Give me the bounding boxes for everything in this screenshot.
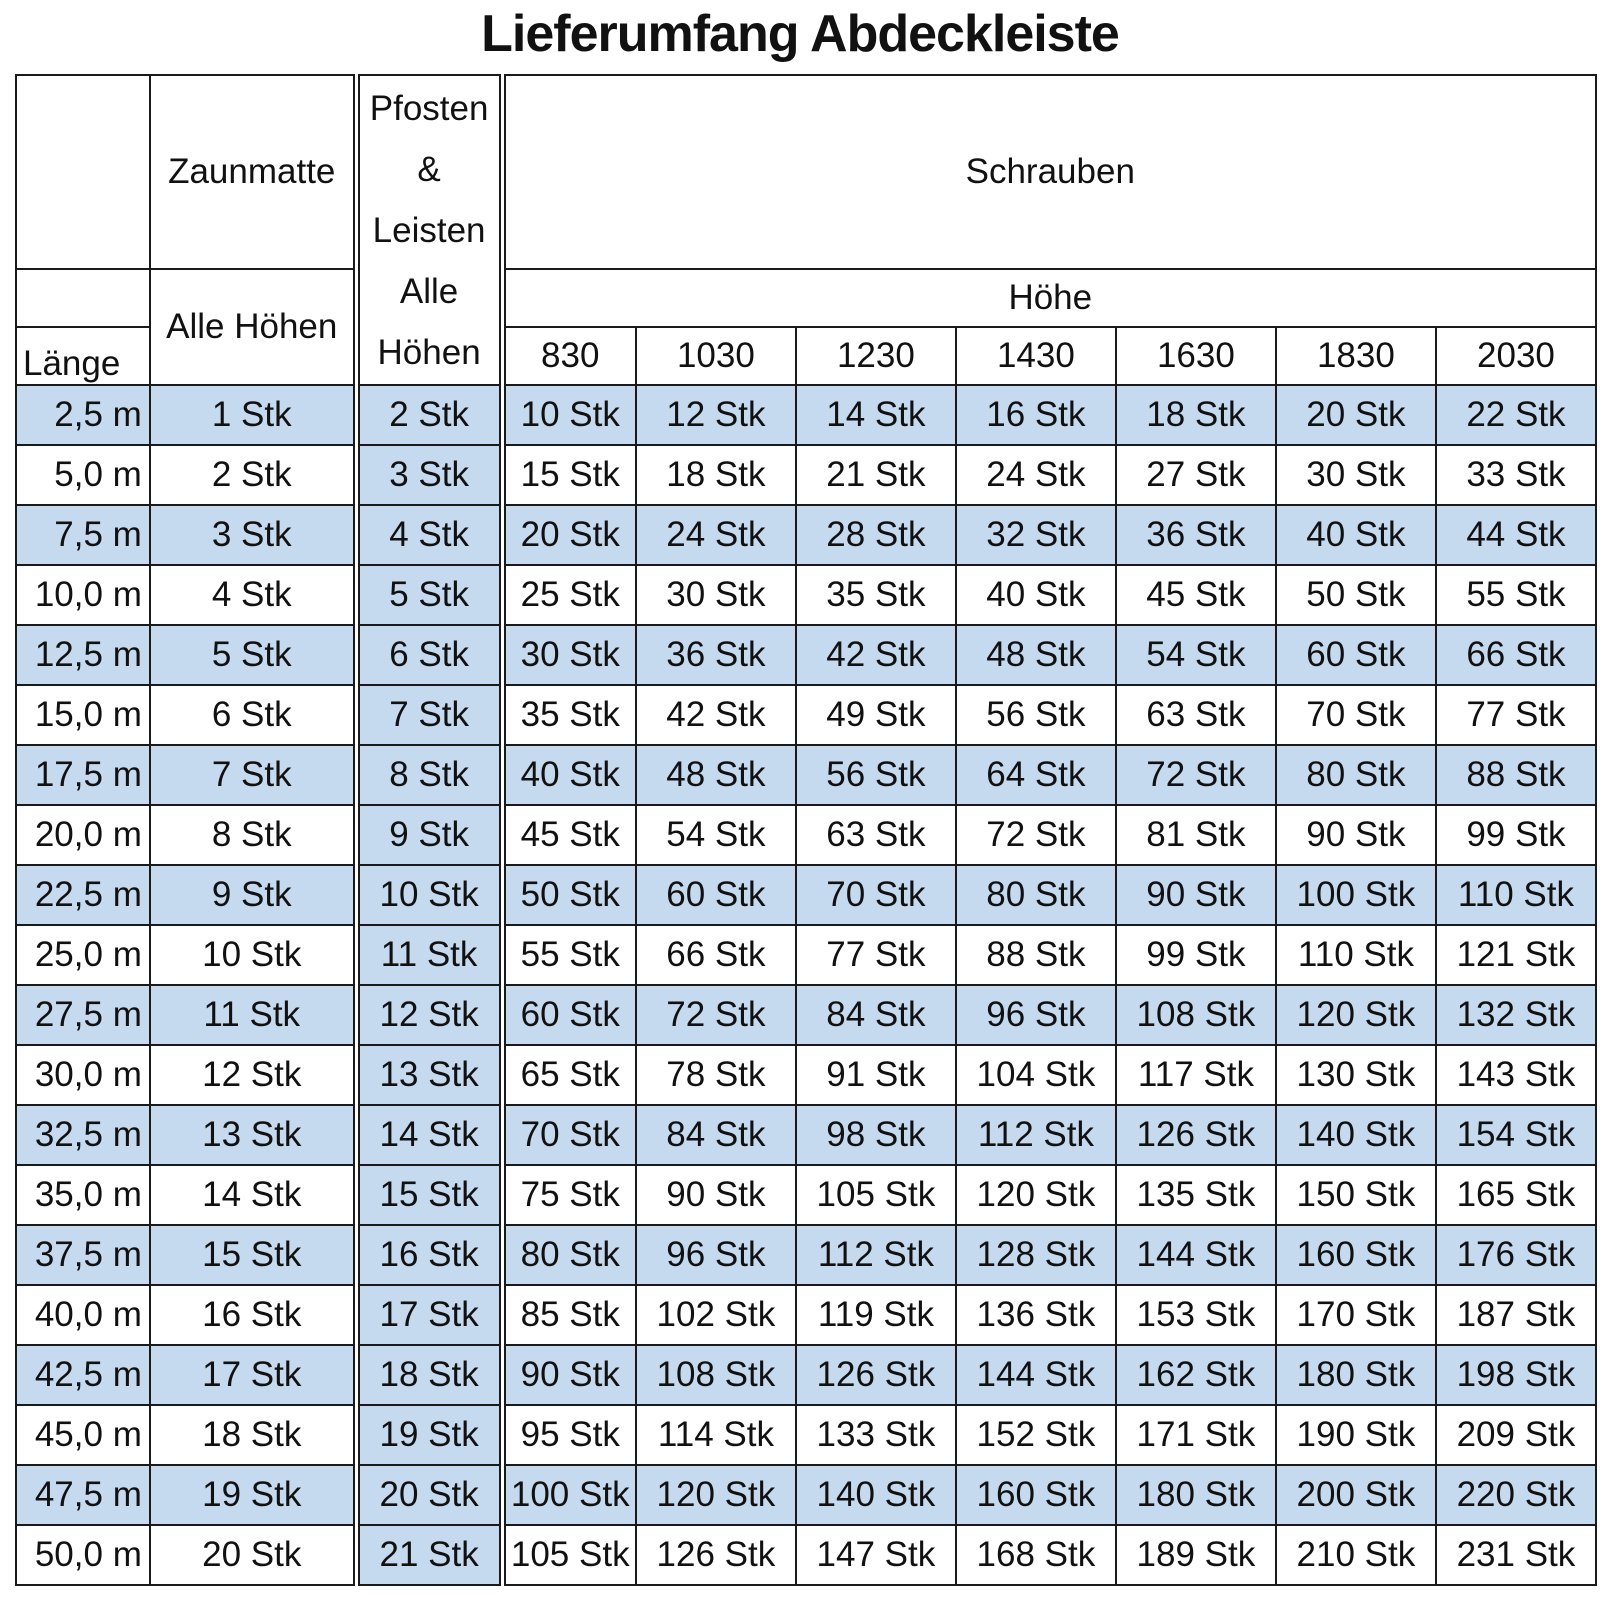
schrauben-cell: 35 Stk: [796, 565, 956, 625]
schrauben-cell: 165 Stk: [1436, 1165, 1596, 1225]
schrauben-cell: 10 Stk: [502, 385, 636, 445]
schrauben-cell: 90 Stk: [502, 1345, 636, 1405]
laenge-cell: 20,0 m: [16, 805, 150, 865]
pfosten-cell: 14 Stk: [356, 1105, 502, 1165]
table-row: [16, 805, 1596, 865]
laenge-cell: 35,0 m: [16, 1165, 150, 1225]
laenge-cell: 10,0 m: [16, 565, 150, 625]
table-row: [16, 625, 1596, 685]
zaunmatte-cell: 5 Stk: [150, 625, 356, 685]
zaunmatte-cell: 2 Stk: [150, 445, 356, 505]
hoehe-header: Höhe: [502, 269, 1596, 327]
table-row: [16, 685, 1596, 745]
table-row: [16, 1105, 1596, 1165]
schrauben-cell: 187 Stk: [1436, 1285, 1596, 1345]
schrauben-cell: 190 Stk: [1276, 1405, 1436, 1465]
schrauben-cell: 32 Stk: [956, 505, 1116, 565]
table-row: [16, 745, 1596, 805]
schrauben-cell: 126 Stk: [636, 1525, 796, 1585]
schrauben-cell: 210 Stk: [1276, 1525, 1436, 1585]
schrauben-cell: 24 Stk: [956, 445, 1116, 505]
schrauben-cell: 78 Stk: [636, 1045, 796, 1105]
schrauben-cell: 80 Stk: [1276, 745, 1436, 805]
schrauben-cell: 35 Stk: [502, 685, 636, 745]
schrauben-cell: 136 Stk: [956, 1285, 1116, 1345]
schrauben-cell: 66 Stk: [636, 925, 796, 985]
schrauben-cell: 128 Stk: [956, 1225, 1116, 1285]
schrauben-cell: 231 Stk: [1436, 1525, 1596, 1585]
schrauben-cell: 14 Stk: [796, 385, 956, 445]
schrauben-cell: 85 Stk: [502, 1285, 636, 1345]
schrauben-cell: 36 Stk: [1116, 505, 1276, 565]
table-row: [16, 865, 1596, 925]
table-row: [16, 1165, 1596, 1225]
table-row: [16, 505, 1596, 565]
schrauben-cell: 160 Stk: [1276, 1225, 1436, 1285]
schrauben-cell: 36 Stk: [636, 625, 796, 685]
table-row: [16, 925, 1596, 985]
schrauben-cell: 54 Stk: [1116, 625, 1276, 685]
laenge-cell: 27,5 m: [16, 985, 150, 1045]
pfosten-line: &: [417, 149, 441, 189]
schrauben-cell: 72 Stk: [956, 805, 1116, 865]
schrauben-cell: 171 Stk: [1116, 1405, 1276, 1465]
schrauben-cell: 70 Stk: [1276, 685, 1436, 745]
schrauben-cell: 108 Stk: [636, 1345, 796, 1405]
zaunmatte-cell: 1 Stk: [150, 385, 356, 445]
schrauben-cell: 24 Stk: [636, 505, 796, 565]
pfosten-cell: 6 Stk: [356, 625, 502, 685]
schrauben-cell: 121 Stk: [1436, 925, 1596, 985]
laenge-cell: 50,0 m: [16, 1525, 150, 1585]
pfosten-cell: 9 Stk: [356, 805, 502, 865]
schrauben-cell: 147 Stk: [796, 1525, 956, 1585]
laenge-cell: 42,5 m: [16, 1345, 150, 1405]
schrauben-cell: 55 Stk: [1436, 565, 1596, 625]
zaunmatte-cell: 4 Stk: [150, 565, 356, 625]
pfosten-header: [356, 75, 502, 385]
schrauben-cell: 72 Stk: [1116, 745, 1276, 805]
schrauben-cell: 176 Stk: [1436, 1225, 1596, 1285]
zaunmatte-cell: 15 Stk: [150, 1225, 356, 1285]
schrauben-cell: 30 Stk: [502, 625, 636, 685]
schrauben-cell: 42 Stk: [636, 685, 796, 745]
schrauben-cell: 56 Stk: [796, 745, 956, 805]
schrauben-cell: 104 Stk: [956, 1045, 1116, 1105]
schrauben-cell: 168 Stk: [956, 1525, 1116, 1585]
pfosten-cell: 12 Stk: [356, 985, 502, 1045]
schrauben-cell: 64 Stk: [956, 745, 1116, 805]
schrauben-cell: 96 Stk: [636, 1225, 796, 1285]
schrauben-cell: 12 Stk: [636, 385, 796, 445]
schrauben-cell: 100 Stk: [502, 1465, 636, 1525]
schrauben-cell: 72 Stk: [636, 985, 796, 1045]
zaunmatte-cell: 19 Stk: [150, 1465, 356, 1525]
schrauben-cell: 65 Stk: [502, 1045, 636, 1105]
zaunmatte-cell: 16 Stk: [150, 1285, 356, 1345]
schrauben-cell: 189 Stk: [1116, 1525, 1276, 1585]
schrauben-cell: 200 Stk: [1276, 1465, 1436, 1525]
pfosten-cell: 19 Stk: [356, 1405, 502, 1465]
schrauben-cell: 105 Stk: [502, 1525, 636, 1585]
schrauben-cell: 160 Stk: [956, 1465, 1116, 1525]
schrauben-cell: 180 Stk: [1116, 1465, 1276, 1525]
schrauben-cell: 120 Stk: [1276, 985, 1436, 1045]
zaunmatte-cell: 18 Stk: [150, 1405, 356, 1465]
table-row: [16, 565, 1596, 625]
schrauben-header: Schrauben: [502, 75, 1596, 269]
zaunmatte-cell: 3 Stk: [150, 505, 356, 565]
schrauben-cell: 162 Stk: [1116, 1345, 1276, 1405]
schrauben-cell: 153 Stk: [1116, 1285, 1276, 1345]
schrauben-cell: 40 Stk: [956, 565, 1116, 625]
schrauben-cell: 209 Stk: [1436, 1405, 1596, 1465]
schrauben-cell: 112 Stk: [956, 1105, 1116, 1165]
laenge-cell: 32,5 m: [16, 1105, 150, 1165]
schrauben-cell: 16 Stk: [956, 385, 1116, 445]
schrauben-cell: 40 Stk: [1276, 505, 1436, 565]
pfosten-cell: 15 Stk: [356, 1165, 502, 1225]
table-row: [16, 1465, 1596, 1525]
schrauben-cell: 22 Stk: [1436, 385, 1596, 445]
pfosten-cell: 11 Stk: [356, 925, 502, 985]
schrauben-cell: 99 Stk: [1116, 925, 1276, 985]
table-row: [16, 1225, 1596, 1285]
schrauben-cell: 108 Stk: [1116, 985, 1276, 1045]
table-row: [16, 445, 1596, 505]
schrauben-cell: 220 Stk: [1436, 1465, 1596, 1525]
zaunmatte-cell: 12 Stk: [150, 1045, 356, 1105]
pfosten-cell: 2 Stk: [356, 385, 502, 445]
schrauben-cell: 18 Stk: [636, 445, 796, 505]
table-row: [16, 1345, 1596, 1405]
zaunmatte-cell: 6 Stk: [150, 685, 356, 745]
schrauben-cell: 48 Stk: [636, 745, 796, 805]
schrauben-cell: 84 Stk: [636, 1105, 796, 1165]
schrauben-cell: 15 Stk: [502, 445, 636, 505]
schrauben-cell: 50 Stk: [1276, 565, 1436, 625]
pfosten-cell: 8 Stk: [356, 745, 502, 805]
height-header-2030: 2030: [1436, 327, 1596, 385]
schrauben-cell: 18 Stk: [1116, 385, 1276, 445]
pfosten-cell: 3 Stk: [356, 445, 502, 505]
laenge-cell: 45,0 m: [16, 1405, 150, 1465]
schrauben-cell: 132 Stk: [1436, 985, 1596, 1045]
schrauben-cell: 30 Stk: [636, 565, 796, 625]
schrauben-cell: 112 Stk: [796, 1225, 956, 1285]
zaunmatte-cell: 14 Stk: [150, 1165, 356, 1225]
schrauben-cell: 80 Stk: [502, 1225, 636, 1285]
schrauben-cell: 55 Stk: [502, 925, 636, 985]
schrauben-cell: 170 Stk: [1276, 1285, 1436, 1345]
schrauben-cell: 60 Stk: [1276, 625, 1436, 685]
zaunmatte-cell: 10 Stk: [150, 925, 356, 985]
schrauben-cell: 70 Stk: [502, 1105, 636, 1165]
laenge-header: Länge: [16, 327, 150, 385]
schrauben-cell: 88 Stk: [956, 925, 1116, 985]
schrauben-cell: 90 Stk: [1116, 865, 1276, 925]
schrauben-cell: 56 Stk: [956, 685, 1116, 745]
pfosten-cell: 13 Stk: [356, 1045, 502, 1105]
corner-cell: [16, 75, 150, 269]
page-title: Lieferumfang Abdeckleiste: [481, 5, 1119, 63]
schrauben-cell: 105 Stk: [796, 1165, 956, 1225]
schrauben-cell: 30 Stk: [1276, 445, 1436, 505]
schrauben-cell: 110 Stk: [1436, 865, 1596, 925]
laenge-cell: 22,5 m: [16, 865, 150, 925]
schrauben-cell: 21 Stk: [796, 445, 956, 505]
zaunmatte-header: Zaunmatte: [150, 75, 356, 269]
height-header-1830: 1830: [1276, 327, 1436, 385]
zaunmatte-cell: 7 Stk: [150, 745, 356, 805]
laenge-cell: 7,5 m: [16, 505, 150, 565]
schrauben-cell: 143 Stk: [1436, 1045, 1596, 1105]
laenge-cell: 12,5 m: [16, 625, 150, 685]
delivery-table: [15, 74, 1597, 1586]
schrauben-cell: 27 Stk: [1116, 445, 1276, 505]
pfosten-line: Pfosten: [369, 88, 489, 128]
schrauben-cell: 63 Stk: [1116, 685, 1276, 745]
schrauben-cell: 144 Stk: [1116, 1225, 1276, 1285]
pfosten-cell: 7 Stk: [356, 685, 502, 745]
schrauben-cell: 70 Stk: [796, 865, 956, 925]
table-row: [16, 385, 1596, 445]
pfosten-cell: 5 Stk: [356, 565, 502, 625]
schrauben-cell: 54 Stk: [636, 805, 796, 865]
height-header-1030: 1030: [636, 327, 796, 385]
schrauben-cell: 120 Stk: [636, 1465, 796, 1525]
pfosten-cell: 16 Stk: [356, 1225, 502, 1285]
pfosten-cell: 4 Stk: [356, 505, 502, 565]
laenge-cell: 5,0 m: [16, 445, 150, 505]
schrauben-cell: 45 Stk: [502, 805, 636, 865]
pfosten-cell: 17 Stk: [356, 1285, 502, 1345]
schrauben-cell: 152 Stk: [956, 1405, 1116, 1465]
schrauben-cell: 114 Stk: [636, 1405, 796, 1465]
schrauben-cell: 119 Stk: [796, 1285, 956, 1345]
schrauben-cell: 66 Stk: [1436, 625, 1596, 685]
schrauben-cell: 25 Stk: [502, 565, 636, 625]
laenge-cell: 2,5 m: [16, 385, 150, 445]
pfosten-cell: 20 Stk: [356, 1465, 502, 1525]
schrauben-cell: 100 Stk: [1276, 865, 1436, 925]
schrauben-cell: 95 Stk: [502, 1405, 636, 1465]
schrauben-cell: 91 Stk: [796, 1045, 956, 1105]
laenge-cell: 37,5 m: [16, 1225, 150, 1285]
pfosten-line: Leisten: [372, 210, 486, 250]
schrauben-cell: 120 Stk: [956, 1165, 1116, 1225]
schrauben-cell: 140 Stk: [1276, 1105, 1436, 1165]
schrauben-cell: 117 Stk: [1116, 1045, 1276, 1105]
pfosten-cell: 10 Stk: [356, 865, 502, 925]
schrauben-cell: 63 Stk: [796, 805, 956, 865]
pfosten-line: Höhen: [377, 332, 481, 372]
schrauben-cell: 144 Stk: [956, 1345, 1116, 1405]
laenge-cell: 25,0 m: [16, 925, 150, 985]
schrauben-cell: 96 Stk: [956, 985, 1116, 1045]
schrauben-cell: 77 Stk: [796, 925, 956, 985]
empty-header-cell: [16, 269, 150, 327]
zaunmatte-cell: 13 Stk: [150, 1105, 356, 1165]
zaunmatte-cell: 20 Stk: [150, 1525, 356, 1585]
height-header-1430: 1430: [956, 327, 1116, 385]
table-row: [16, 985, 1596, 1045]
zaunmatte-cell: 11 Stk: [150, 985, 356, 1045]
schrauben-cell: 28 Stk: [796, 505, 956, 565]
laenge-cell: 15,0 m: [16, 685, 150, 745]
pfosten-cell: 18 Stk: [356, 1345, 502, 1405]
schrauben-cell: 77 Stk: [1436, 685, 1596, 745]
schrauben-cell: 130 Stk: [1276, 1045, 1436, 1105]
zaunmatte-cell: 17 Stk: [150, 1345, 356, 1405]
schrauben-cell: 20 Stk: [1276, 385, 1436, 445]
alle-hoehen-header: Alle Höhen: [150, 269, 356, 385]
schrauben-cell: 49 Stk: [796, 685, 956, 745]
laenge-cell: 40,0 m: [16, 1285, 150, 1345]
laenge-cell: 30,0 m: [16, 1045, 150, 1105]
schrauben-cell: 126 Stk: [1116, 1105, 1276, 1165]
laenge-cell: 47,5 m: [16, 1465, 150, 1525]
schrauben-cell: 48 Stk: [956, 625, 1116, 685]
schrauben-cell: 33 Stk: [1436, 445, 1596, 505]
schrauben-cell: 150 Stk: [1276, 1165, 1436, 1225]
schrauben-cell: 44 Stk: [1436, 505, 1596, 565]
schrauben-cell: 90 Stk: [636, 1165, 796, 1225]
table-row: [16, 1405, 1596, 1465]
height-header-1630: 1630: [1116, 327, 1276, 385]
schrauben-cell: 40 Stk: [502, 745, 636, 805]
schrauben-cell: 50 Stk: [502, 865, 636, 925]
schrauben-cell: 110 Stk: [1276, 925, 1436, 985]
schrauben-cell: 42 Stk: [796, 625, 956, 685]
schrauben-cell: 75 Stk: [502, 1165, 636, 1225]
schrauben-cell: 20 Stk: [502, 505, 636, 565]
schrauben-cell: 102 Stk: [636, 1285, 796, 1345]
height-header-1230: 1230: [796, 327, 956, 385]
height-header-830: 830: [502, 327, 636, 385]
schrauben-cell: 140 Stk: [796, 1465, 956, 1525]
schrauben-cell: 126 Stk: [796, 1345, 956, 1405]
table-row: [16, 1525, 1596, 1585]
pfosten-line: Alle: [399, 271, 459, 311]
schrauben-cell: 88 Stk: [1436, 745, 1596, 805]
laenge-cell: 17,5 m: [16, 745, 150, 805]
table-row: [16, 1285, 1596, 1345]
schrauben-cell: 180 Stk: [1276, 1345, 1436, 1405]
table-row: [16, 1045, 1596, 1105]
schrauben-cell: 98 Stk: [796, 1105, 956, 1165]
schrauben-cell: 90 Stk: [1276, 805, 1436, 865]
schrauben-cell: 60 Stk: [636, 865, 796, 925]
schrauben-cell: 81 Stk: [1116, 805, 1276, 865]
schrauben-cell: 198 Stk: [1436, 1345, 1596, 1405]
schrauben-cell: 80 Stk: [956, 865, 1116, 925]
schrauben-cell: 133 Stk: [796, 1405, 956, 1465]
schrauben-cell: 154 Stk: [1436, 1105, 1596, 1165]
schrauben-cell: 60 Stk: [502, 985, 636, 1045]
zaunmatte-cell: 8 Stk: [150, 805, 356, 865]
schrauben-cell: 45 Stk: [1116, 565, 1276, 625]
schrauben-cell: 99 Stk: [1436, 805, 1596, 865]
pfosten-cell: 21 Stk: [356, 1525, 502, 1585]
schrauben-cell: 84 Stk: [796, 985, 956, 1045]
zaunmatte-cell: 9 Stk: [150, 865, 356, 925]
schrauben-cell: 135 Stk: [1116, 1165, 1276, 1225]
